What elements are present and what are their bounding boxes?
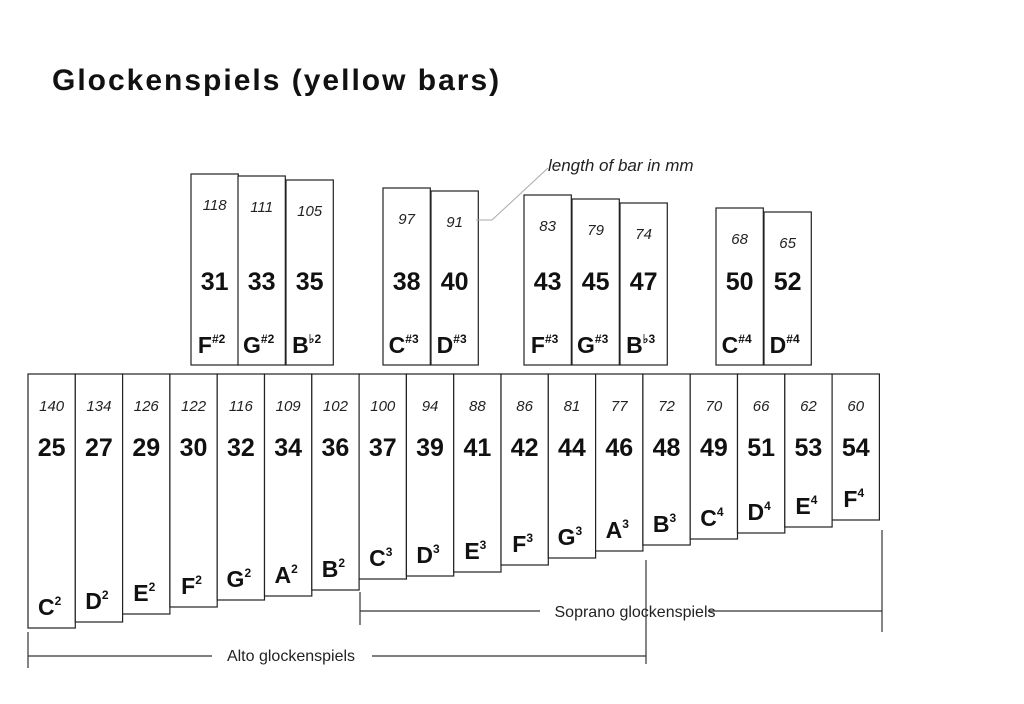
bar-number: 48 [652, 434, 681, 462]
bar-length: 68 [731, 231, 748, 248]
note-letter: D [769, 332, 787, 358]
bar-number: 46 [605, 434, 634, 462]
note-octave: 3 [479, 538, 487, 552]
lower-bar [170, 374, 217, 607]
bar-length: 83 [539, 218, 556, 235]
note-letter: D [747, 499, 765, 525]
lower-bar [643, 374, 690, 545]
bar-number: 27 [85, 434, 113, 462]
bar-length: 102 [322, 398, 348, 415]
note-accidental: # [453, 332, 460, 346]
bar-length: 88 [469, 398, 486, 415]
note-octave: 3 [622, 517, 629, 531]
bar-number: 36 [321, 434, 350, 462]
note-letter: F [197, 332, 212, 358]
bar-number: 33 [247, 268, 276, 296]
bar-length: 74 [635, 226, 652, 243]
bar-length: 116 [228, 398, 253, 415]
note-accidental: # [738, 332, 745, 346]
note-letter: F [530, 332, 545, 358]
note-octave: 2 [291, 562, 298, 576]
bar-length: 140 [39, 398, 65, 415]
lower-bar [832, 374, 879, 520]
bar-number: 51 [747, 434, 776, 462]
lower-bar [596, 374, 643, 551]
note-octave: 2 [218, 332, 226, 346]
bar-length: 65 [779, 235, 796, 252]
bar-number: 30 [179, 434, 208, 462]
bar-length: 81 [563, 398, 581, 415]
bar-number: 41 [463, 434, 492, 462]
bar-length: 60 [847, 398, 865, 415]
note-octave: 2 [195, 573, 202, 587]
note-letter: C [37, 594, 55, 620]
note-letter: B [292, 332, 309, 358]
upper-bar [716, 208, 763, 365]
upper-bar [572, 199, 619, 365]
bar-number: 52 [773, 268, 802, 296]
bar-length: 79 [587, 222, 604, 239]
note-letter: G [577, 332, 595, 358]
note-letter: F [181, 573, 196, 599]
alto-range-label: Alto glockenspiels [226, 648, 356, 665]
note-octave: 4 [764, 499, 771, 513]
note-accidental: ♭ [642, 332, 649, 346]
bar-number: 47 [629, 268, 658, 296]
bar-number: 31 [200, 268, 229, 296]
bar-number: 38 [392, 268, 421, 296]
bar-length: 122 [181, 398, 207, 415]
bar-length: 77 [610, 398, 628, 415]
note-octave: 2 [244, 566, 252, 580]
lower-bar [123, 374, 170, 614]
upper-bar [191, 174, 238, 365]
bar-number: 42 [510, 434, 539, 462]
note-octave: 3 [551, 332, 559, 346]
lower-bar [785, 374, 832, 527]
lower-bar [265, 374, 312, 596]
lower-bar [690, 374, 737, 539]
bar-number: 29 [132, 434, 161, 462]
page-title: Glockenspiels (yellow bars) [52, 64, 502, 97]
note-accidental: # [544, 332, 552, 346]
note-letter: E [133, 580, 149, 606]
note-letter: G [243, 332, 261, 358]
note-letter: C [388, 332, 406, 358]
bar-length: 70 [705, 398, 723, 415]
bar-length: 109 [275, 398, 301, 415]
note-letter: F [843, 486, 858, 512]
note-letter: D [416, 542, 434, 568]
note-octave: 2 [338, 556, 346, 570]
bar-number: 37 [368, 434, 397, 462]
upper-bar [238, 176, 285, 365]
upper-bar-row [191, 174, 811, 365]
lower-bar [738, 374, 785, 533]
bar-length: 91 [446, 214, 463, 231]
note-octave: 2 [101, 588, 109, 602]
note-octave: 3 [526, 531, 534, 545]
note-octave: 2 [314, 332, 322, 346]
bar-length: 100 [370, 398, 396, 415]
bar-number: 44 [558, 434, 586, 462]
note-accidental: ♭ [308, 332, 315, 346]
bar-number: 40 [440, 268, 469, 296]
bar-number: 50 [725, 268, 754, 296]
upper-bar [524, 195, 571, 365]
note-octave: 2 [267, 332, 275, 346]
note-letter: B [652, 511, 670, 537]
bar-length: 72 [658, 398, 675, 415]
bar-number: 45 [581, 268, 610, 296]
note-letter: A [605, 517, 623, 543]
lower-bar [454, 374, 501, 572]
bar-length: 62 [800, 398, 817, 415]
upper-bar [286, 180, 333, 365]
bar-number: 53 [794, 434, 823, 462]
note-letter: C [721, 332, 739, 358]
note-accidental: # [260, 332, 268, 346]
bar-length: 126 [133, 398, 159, 415]
note-letter: C [369, 545, 386, 571]
lower-bar [359, 374, 406, 579]
bar-length: 66 [752, 398, 770, 415]
upper-bar [620, 203, 667, 365]
note-octave: 4 [792, 332, 800, 346]
bar-length: 118 [202, 197, 227, 214]
note-letter: D [85, 588, 102, 614]
note-octave: 3 [575, 524, 583, 538]
bar-number: 49 [699, 434, 728, 462]
note-octave: 3 [648, 332, 656, 346]
note-letter: D [436, 332, 454, 358]
bar-length: 134 [86, 398, 112, 415]
note-octave: 3 [433, 542, 440, 556]
bar-number: 39 [416, 434, 444, 462]
bar-length: 105 [297, 203, 323, 220]
note-octave: 4 [857, 486, 865, 500]
note-accidental: # [405, 332, 412, 346]
lower-bar-row [28, 374, 879, 628]
lower-bar [28, 374, 75, 628]
bar-number: 54 [841, 434, 870, 462]
bar-number: 35 [295, 268, 324, 296]
note-octave: 3 [601, 332, 609, 346]
lower-bar [217, 374, 264, 600]
note-octave: 3 [411, 332, 419, 346]
bar-number: 32 [226, 434, 255, 462]
bar-length-annotation: length of bar in mm [548, 156, 694, 175]
note-letter: A [274, 562, 292, 588]
bar-length: 94 [421, 398, 439, 415]
bar-length: 86 [516, 398, 533, 415]
note-octave: 2 [148, 580, 156, 594]
note-octave: 4 [716, 505, 724, 519]
note-letter: C [700, 505, 717, 531]
bar-number: 43 [533, 268, 562, 296]
note-accidental: # [211, 332, 219, 346]
lower-bar [75, 374, 122, 622]
bar-number: 34 [274, 434, 303, 462]
note-octave: 3 [385, 545, 393, 559]
lower-bar [312, 374, 359, 590]
note-octave: 3 [459, 332, 467, 346]
bar-length: 111 [250, 199, 274, 216]
note-octave: 4 [810, 493, 818, 507]
note-octave: 3 [669, 511, 677, 525]
note-octave: 4 [744, 332, 752, 346]
note-letter: E [464, 538, 480, 564]
lower-bar [501, 374, 548, 565]
note-accidental: # [786, 332, 793, 346]
soprano-range-label: Soprano glockenspiels [554, 604, 716, 621]
note-letter: G [226, 566, 245, 592]
bar-length: 97 [398, 211, 415, 228]
upper-bar [383, 188, 430, 365]
note-letter: B [321, 556, 339, 582]
lower-bar [548, 374, 595, 558]
note-letter: B [626, 332, 643, 358]
note-letter: E [795, 493, 811, 519]
note-octave: 2 [54, 594, 62, 608]
note-letter: F [512, 531, 527, 557]
upper-bar [764, 212, 811, 365]
upper-bar [431, 191, 478, 365]
bar-number: 25 [37, 434, 66, 462]
note-letter: G [557, 524, 576, 550]
note-accidental: # [594, 332, 602, 346]
lower-bar [406, 374, 453, 576]
